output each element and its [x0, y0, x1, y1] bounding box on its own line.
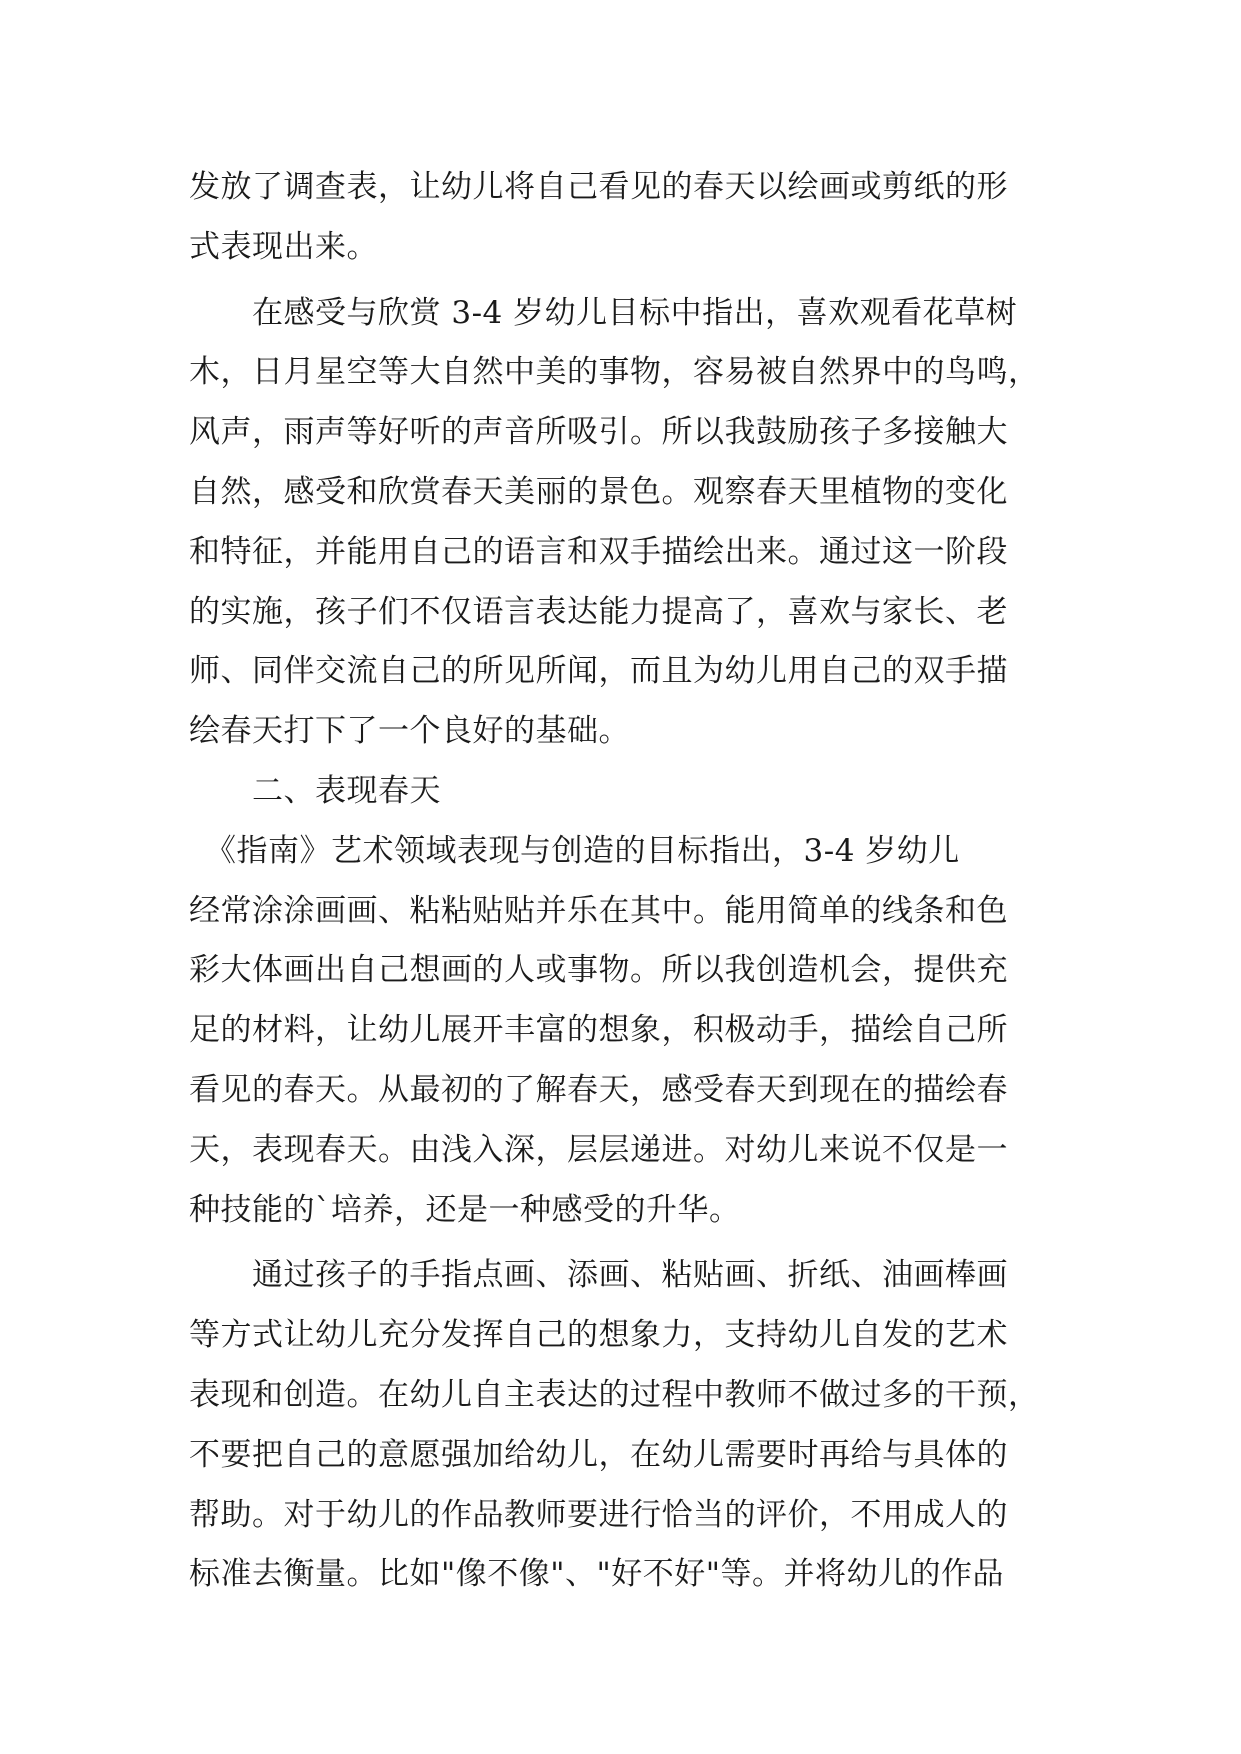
text-line: 式表现出来。 — [189, 228, 378, 265]
text-line: 木，日月星空等大自然中美的事物，容易被自然界中的鸟鸣， — [189, 354, 1040, 391]
text-line: 表现和创造。在幼儿自主表达的过程中教师不做过多的干预， — [189, 1376, 1040, 1413]
text-line: 《指南》艺术领域表现与创造的目标指出，3-4 岁幼儿 — [189, 832, 960, 869]
text-line: 天，表现春天。由浅入深，层层递进。对幼儿来说不仅是一 — [189, 1131, 1008, 1168]
text-line: 和特征，并能用自己的语言和双手描绘出来。通过这一阶段 — [189, 533, 1008, 570]
text-line: 绘春天打下了一个良好的基础。 — [189, 713, 630, 750]
text-line: 经常涂涂画画、粘粘贴贴并乐在其中。能用简单的线条和色 — [189, 892, 1008, 929]
text-line: 看见的春天。从最初的了解春天，感受春天到现在的描绘春 — [189, 1071, 1008, 1108]
text-line: 彩大体画出自己想画的人或事物。所以我创造机会，提供充 — [189, 952, 1008, 989]
text-line: 足的材料，让幼儿展开丰富的想象，积极动手，描绘自己所 — [189, 1012, 1008, 1049]
text-line: 风声，雨声等好听的声音所吸引。所以我鼓励孩子多接触大 — [189, 414, 1008, 451]
section-heading: 二、表现春天 — [189, 772, 441, 809]
document-body — [189, 158, 1064, 1605]
text-line: 通过孩子的手指点画、添画、粘贴画、折纸、油画棒画 — [189, 1257, 1008, 1294]
text-line: 的实施，孩子们不仅语言表达能力提高了，喜欢与家长、老 — [189, 593, 1008, 630]
text-line: 自然，感受和欣赏春天美丽的景色。观察春天里植物的变化 — [189, 473, 1008, 510]
text-line: 种技能的`培养，还是一种感受的升华。 — [189, 1191, 741, 1228]
text-line: 等方式让幼儿充分发挥自己的想象力，支持幼儿自发的艺术 — [189, 1317, 1008, 1354]
text-line: 不要把自己的意愿强加给幼儿，在幼儿需要时再给与具体的 — [189, 1436, 1008, 1473]
text-line: 在感受与欣赏 3-4 岁幼儿目标中指出，喜欢观看花草树 — [189, 294, 1018, 331]
text-line: 师、同伴交流自己的所见所闻，而且为幼儿用自己的双手描 — [189, 653, 1008, 690]
text-line: 标准去衡量。比如"像不像"、"好不好"等。并将幼儿的作品 — [189, 1556, 1005, 1593]
text-line: 发放了调查表，让幼儿将自己看见的春天以绘画或剪纸的形 — [189, 169, 1008, 205]
text-line: 帮助。对于幼儿的作品教师要进行恰当的评价，不用成人的 — [189, 1496, 1008, 1533]
